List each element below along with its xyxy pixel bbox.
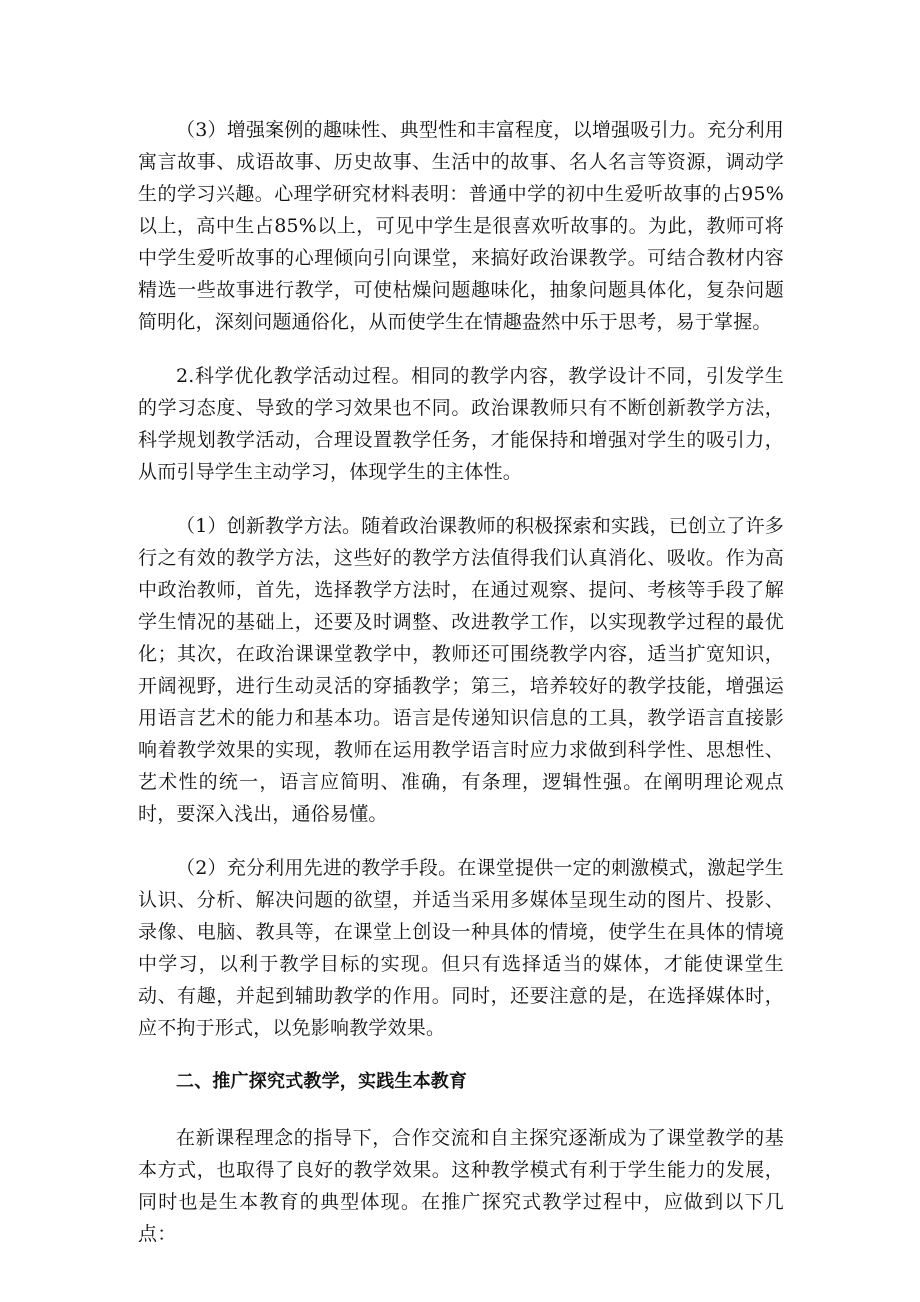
paragraph-inquiry-teaching: 在新课程理念的指导下，合作交流和自主探究逐渐成为了课堂教学的基本方式，也取得了良好的教学效果。这种教学模式有利于学生能力的发展，同时也是生本教育的典型体现。在推广探究式教学过程中，应做到以下几点： <box>138 1127 784 1245</box>
section-heading: 二、推广探究式教学，实践生本教育 <box>176 1071 468 1092</box>
document-page <box>138 114 784 1272</box>
paragraph-innovate-methods: （1）创新教学方法。随着政治课教师的积极探索和实践，已创立了许多行之有效的教学方法，这些好的教学方法值得我们认真消化、吸收。作为高中政治教师，首先，选择教学方法时，在通过观察、提问、考核等手段了解学生情况的基础上，还要及时调整、改进教学工作，以实现教学过程的最优化；其次，在政治课课堂教学中，教师还可围绕教学内容，适当扩宽知识，开阔视野，进行生动灵活的穿插教学；第三，培养较好的教学技能，增强运用语言艺术的能力和基本功。语言是传递知识信息的工具，教学语言直接影响着教学效果的实现，教师在运用教学语言时应力求做到科学性、思想性、艺术性的统一，语言应简明、准确，有条理，逻辑性强。在阐明理论观点时，要深入浅出，通俗易懂。 <box>138 515 784 825</box>
paragraph-optimize-process: 2.科学优化教学活动过程。相同的教学内容，教学设计不同，引发学生的学习态度、导致的学习效果也不同。政治课教师只有不断创新教学方法，科学规划教学活动，合理设置教学任务，才能保持和增强对学生的吸引力，从而引导学生主动学习，体现学生的主体性。 <box>138 365 784 483</box>
paragraph-teaching-means: （2）充分利用先进的教学手段。在课堂提供一定的刺激模式，激起学生认识、分析、解决问题的欲望，并适当采用多媒体呈现生动的图片、投影、录像、电脑、教具等，在课堂上创设一种具体的情境，使学生在具体的情境中学习，以利于教学目标的实现。但只有选择适当的媒体，才能使课堂生动、有趣，并起到辅助教学的作用。同时，还要注意的是，在选择媒体时，应不拘于形式，以免影响教学效果。 <box>138 857 784 1039</box>
paragraph-case-interest: （3）增强案例的趣味性、典型性和丰富程度，以增强吸引力。充分利用寓言故事、成语故事、历史故事、生活中的故事、名人名言等资源，调动学生的学习兴趣。心理学研究材料表明：普通中学的初中生爱听故事的占95%以上，高中生占85%以上，可见中学生是很喜欢听故事的。为此，教师可将中学生爱听故事的心理倾向引向课堂，来搞好政治课教学。可结合教材内容精选一些故事进行教学，可使枯燥问题趣味化，抽象问题具体化，复杂问题简明化，深刻问题通俗化，从而使学生在情趣盎然中乐于思考，易于掌握。 <box>138 119 784 333</box>
